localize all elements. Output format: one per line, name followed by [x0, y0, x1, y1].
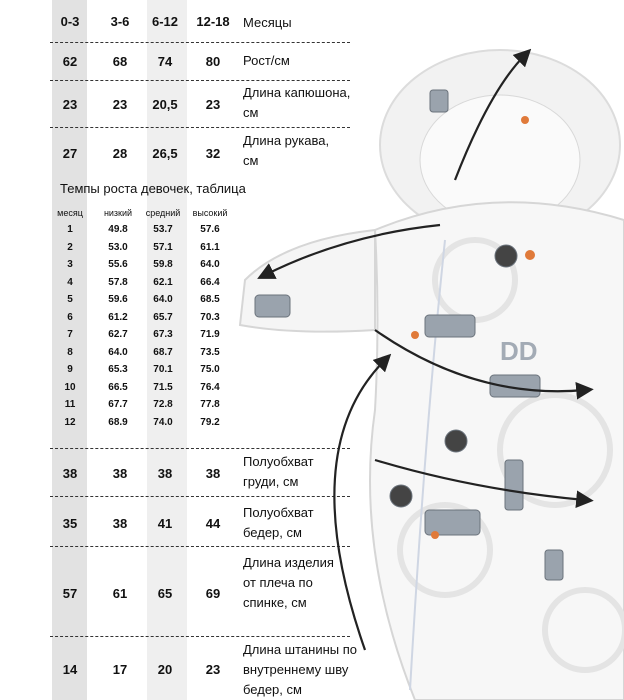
growth-cell: 57.6	[200, 224, 220, 235]
growth-cell: 75.0	[200, 364, 220, 375]
row-height-v2: 68	[112, 54, 128, 69]
growth-cell: 12	[64, 416, 76, 428]
row-leg-v2: 17	[112, 662, 128, 677]
growth-cell: 11	[64, 399, 76, 410]
row-leg-v1: 14	[62, 662, 78, 677]
growth-cell: 64.0	[200, 259, 220, 270]
growth-cell: 7	[67, 329, 73, 340]
growth-cell: 65.7	[153, 311, 173, 323]
growth-header: средний	[145, 208, 181, 218]
col-header-2: 3-6	[110, 14, 130, 29]
growth-cell: 73.5	[200, 346, 220, 358]
growth-header: высокий	[192, 208, 228, 218]
row-leg-label: Длина штанины по внутреннему шву бедер, см	[243, 642, 357, 697]
row-height-v1: 62	[62, 54, 78, 69]
row-hips-v1: 35	[62, 516, 78, 531]
growth-cell: 3	[67, 259, 73, 270]
growth-cell: 61.2	[108, 311, 128, 323]
growth-cell: 68.9	[108, 416, 128, 428]
growth-cell: 49.8	[108, 224, 128, 235]
col-header-3: 6-12	[151, 14, 179, 29]
growth-cell: 9	[67, 364, 73, 375]
growth-cell: 67.3	[153, 329, 173, 340]
growth-cell: 10	[64, 381, 76, 393]
growth-cell: 59.8	[153, 259, 173, 270]
growth-cell: 62.1	[153, 276, 173, 288]
growth-title: Темпы роста девочек, таблица	[60, 181, 246, 196]
growth-cell: 77.8	[200, 399, 220, 410]
row-hood-v3: 20,5	[152, 97, 178, 112]
row-leg-v4: 23	[205, 662, 221, 677]
row-hood-label: Длина капюшона, см	[243, 85, 351, 120]
row-hood-v2: 23	[112, 97, 128, 112]
suit-body	[370, 202, 624, 700]
growth-cell: 68.5	[200, 294, 220, 305]
growth-cell: 8	[67, 346, 73, 358]
growth-cell: 67.7	[108, 399, 128, 410]
row-sleeve-v4: 32	[205, 146, 221, 161]
growth-cell: 57.1	[153, 241, 173, 253]
svg-text:DD: DD	[500, 336, 538, 366]
growth-cell: 66.5	[108, 381, 128, 393]
growth-cell: 71.9	[200, 329, 220, 340]
row-height-v4: 80	[205, 54, 221, 69]
row-hips-label: Полуобхват бедер, см	[243, 505, 314, 540]
row-chest-v3: 38	[157, 466, 173, 481]
growth-cell: 68.7	[153, 346, 173, 358]
row-hips-v4: 44	[205, 516, 221, 531]
row-hips-v2: 38	[112, 516, 128, 531]
growth-cell: 66.4	[200, 276, 220, 288]
col-header-4: 12-18	[196, 14, 230, 29]
row-sleeve-v2: 28	[112, 146, 128, 161]
growth-cell: 59.6	[108, 294, 128, 305]
growth-cell: 5	[67, 294, 73, 305]
growth-cell: 53.0	[108, 241, 128, 253]
col-header-1: 0-3	[60, 14, 80, 29]
growth-cell: 62.7	[108, 329, 128, 340]
growth-cell: 70.3	[200, 311, 220, 323]
growth-cell: 4	[67, 276, 73, 288]
row-length-label: Длина изделия от плеча по спинке, см	[243, 555, 334, 610]
header-label: Месяцы	[243, 15, 292, 30]
snowsuit-illustration	[225, 30, 624, 700]
growth-cell: 74.0	[153, 416, 173, 428]
row-height-label: Рост/см	[243, 53, 290, 68]
row-height-v3: 74	[157, 54, 173, 69]
growth-header: месяц	[57, 208, 83, 218]
growth-cell: 6	[67, 311, 73, 323]
row-hips-v3: 41	[157, 516, 173, 531]
row-length-v3: 65	[157, 586, 173, 601]
growth-cell: 61.1	[200, 241, 220, 253]
row-chest-v1: 38	[62, 466, 78, 481]
row-length-v2: 61	[112, 586, 128, 601]
growth-header: низкий	[103, 208, 133, 218]
growth-cell: 64.0	[108, 346, 128, 358]
growth-cell: 71.5	[153, 381, 173, 393]
row-sleeve-v1: 27	[62, 146, 78, 161]
row-chest-label: Полуобхват груди, см	[243, 454, 314, 489]
row-leg-v3: 20	[157, 662, 173, 677]
growth-cell: 1	[67, 224, 73, 235]
row-hood-v4: 23	[205, 97, 221, 112]
row-hood-v1: 23	[62, 97, 78, 112]
growth-cell: 2	[67, 241, 73, 253]
row-length-v4: 69	[205, 586, 221, 601]
row-sleeve-label: Длина рукава, см	[243, 133, 330, 168]
growth-cell: 72.8	[153, 399, 173, 410]
row-length-v1: 57	[62, 586, 78, 601]
row-sleeve-v3: 26,5	[152, 146, 178, 161]
growth-cell: 55.6	[108, 259, 128, 270]
growth-cell: 65.3	[108, 364, 128, 375]
growth-cell: 76.4	[200, 381, 220, 393]
growth-cell: 79.2	[200, 416, 220, 428]
row-chest-v2: 38	[112, 466, 128, 481]
growth-cell: 70.1	[153, 364, 173, 375]
growth-cell: 53.7	[153, 224, 173, 235]
growth-cell: 64.0	[153, 294, 173, 305]
row-chest-v4: 38	[205, 466, 221, 481]
growth-cell: 57.8	[108, 276, 128, 288]
